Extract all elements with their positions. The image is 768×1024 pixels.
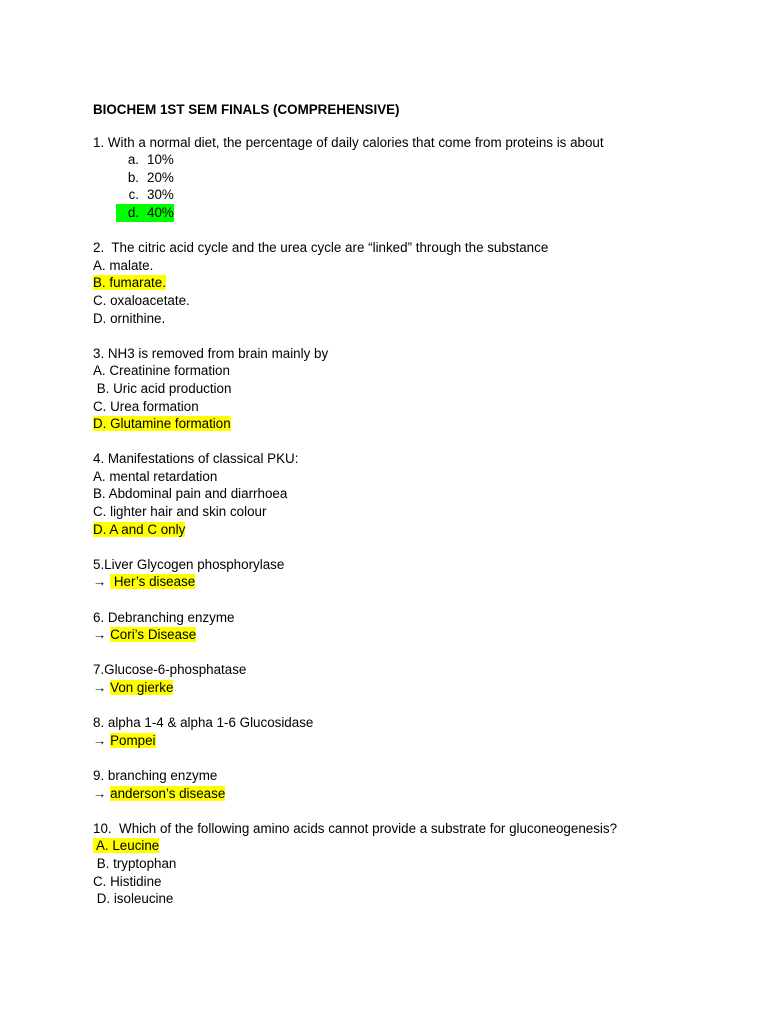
- option-3b: B. Uric acid production: [93, 380, 232, 396]
- arrow-icon: →: [93, 627, 111, 643]
- question-5: [93, 556, 733, 591]
- question-3: [93, 345, 733, 433]
- question-10-text: 10. Which of the following amino acids cannot provide a substrate for gluconeogenesis?: [93, 820, 618, 836]
- option-4d-answer: D. A and C only: [93, 521, 186, 537]
- answer-7: Von gierke: [110, 680, 174, 695]
- answer-highlight: d. 40%: [116, 204, 174, 222]
- arrow-icon: →: [93, 574, 111, 590]
- option-10d: D. isoleucine: [93, 891, 174, 907]
- option-4c: C. lighter hair and skin colour: [93, 504, 267, 520]
- option-2c: C. oxaloacetate.: [93, 292, 190, 308]
- question-1-options: [93, 151, 733, 221]
- question-4: [93, 450, 733, 538]
- question-4-text: 4. Manifestations of classical PKU:: [93, 451, 299, 467]
- question-6: [93, 609, 733, 644]
- document-content: [93, 101, 733, 925]
- question-1-text: 1. With a normal diet, the percentage of daily calories that come from proteins is about: [93, 134, 604, 150]
- arrow-icon: →: [93, 732, 111, 748]
- option-4a: A. mental retardation: [93, 468, 218, 484]
- question-1: [93, 134, 733, 222]
- question-7-text: 7.Glucose-6-phosphatase: [93, 662, 247, 678]
- option-4b: B. Abdominal pain and diarrhoea: [93, 486, 288, 502]
- option-10c: C. Histidine: [93, 873, 162, 889]
- question-8: [93, 714, 733, 749]
- answer-5: Her’s disease: [110, 574, 196, 590]
- option-10b: B. tryptophan: [93, 855, 177, 871]
- option-1c: c. 30%: [128, 187, 174, 203]
- option-1d-answer: [116, 204, 733, 222]
- question-6-text: 6. Debranching enzyme: [93, 609, 235, 625]
- question-2-text: 2. The citric acid cycle and the urea cycle are “linked” through the substance: [93, 240, 549, 256]
- option-3c: C. Urea formation: [93, 398, 199, 414]
- arrow-icon: →: [93, 785, 111, 801]
- question-8-text: 8. alpha 1-4 & alpha 1-6 Glucosidase: [93, 715, 314, 731]
- question-9-text: 9. branching enzyme: [93, 767, 218, 783]
- answer-9: anderson’s disease: [110, 785, 226, 801]
- question-3-text: 3. NH3 is removed from brain mainly by: [93, 345, 329, 361]
- question-10: [93, 820, 733, 908]
- arrow-icon: →: [93, 680, 111, 695]
- option-1b: b. 20%: [127, 169, 174, 185]
- option-3a: A. Creatinine formation: [93, 363, 230, 379]
- question-2: [93, 239, 733, 327]
- answer-6: Cori’s Disease: [110, 627, 197, 643]
- option-10a-answer: A. Leucine: [93, 838, 160, 854]
- question-5-text: 5.Liver Glycogen phosphorylase: [93, 556, 285, 572]
- option-3d-answer: D. Glutamine formation: [93, 416, 231, 432]
- question-9: [93, 767, 733, 802]
- answer-8: Pompei: [110, 732, 156, 748]
- option-2a: A. malate.: [93, 257, 154, 273]
- option-2d: D. ornithine.: [93, 310, 166, 326]
- document-title: BIOCHEM 1ST SEM FINALS (COMPREHENSIVE): [93, 102, 400, 117]
- question-7: [93, 661, 733, 696]
- option-2b-answer: B. fumarate.: [93, 275, 166, 291]
- option-1a: a. 10%: [127, 152, 174, 168]
